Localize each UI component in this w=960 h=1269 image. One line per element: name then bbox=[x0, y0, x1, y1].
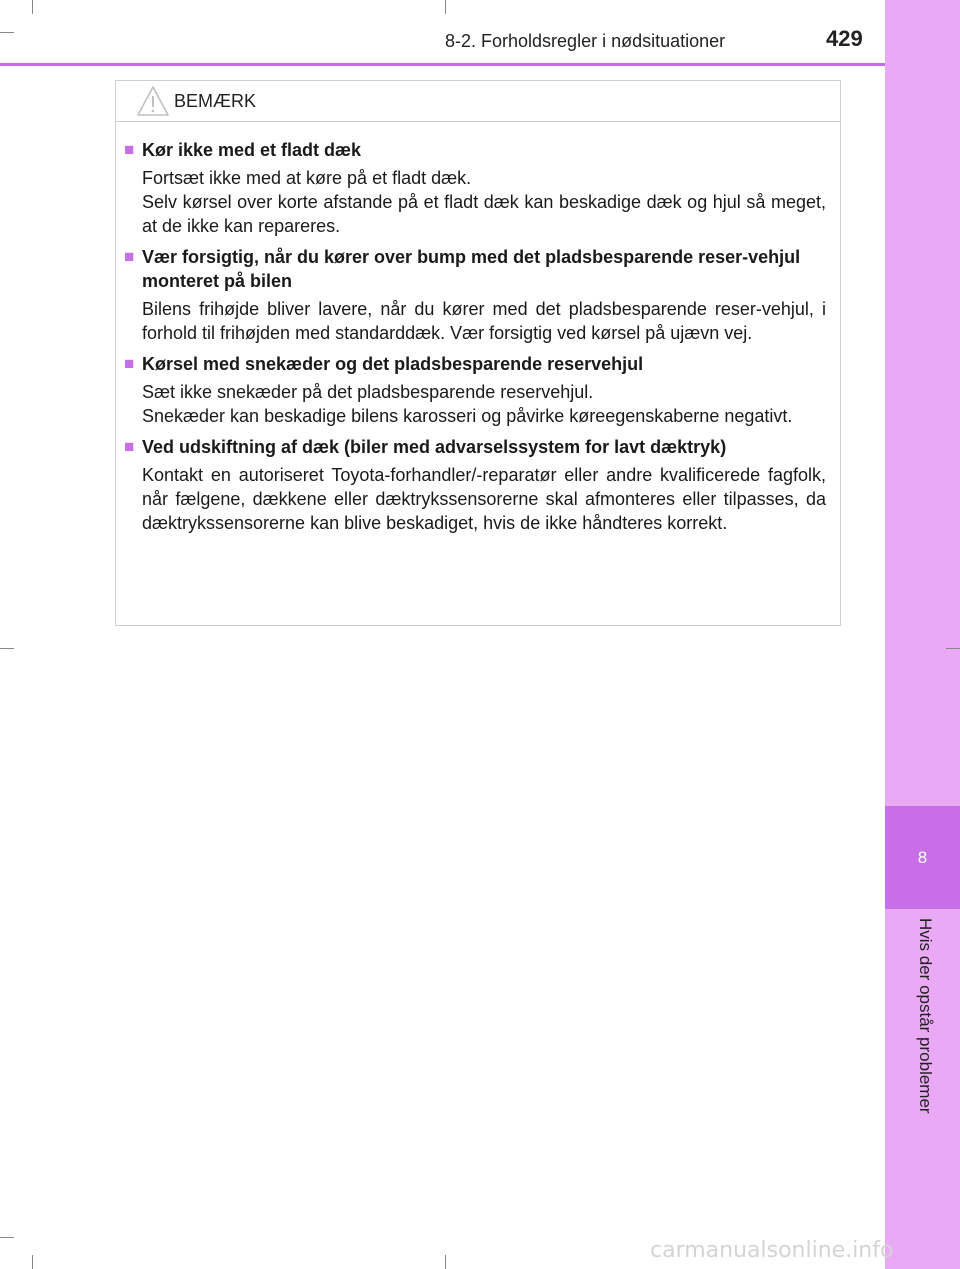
paragraph: Sæt ikke snekæder på det pladsbesparende reservehjul. bbox=[142, 382, 594, 402]
watermark: carmanualsonline.info bbox=[650, 1238, 894, 1263]
chapter-title: Hvis der opstår problemer bbox=[916, 918, 935, 1114]
notice-item-text bbox=[142, 297, 826, 345]
square-bullet-icon: ■ bbox=[124, 247, 135, 266]
notice-item-heading bbox=[124, 245, 826, 293]
crop-mark bbox=[0, 1237, 14, 1238]
chapter-number: 8 bbox=[917, 847, 928, 867]
notice-item-heading-text: Kørsel med snekæder og det pladsbesparende reservehjul bbox=[142, 354, 644, 374]
notice-item bbox=[124, 245, 826, 345]
notice-item bbox=[124, 138, 826, 238]
notice-item bbox=[124, 435, 826, 535]
paragraph: Bilens frihøjde bliver lavere, når du kører med det pladsbesparende reser-vehjul, i forhold til frihøjden med standarddæk. Vær forsigtig ved kørsel på ujævn vej. bbox=[142, 299, 826, 343]
notice-item-text bbox=[142, 166, 826, 238]
notice-item-heading bbox=[124, 352, 826, 376]
notice-item-heading bbox=[124, 138, 826, 162]
square-bullet-icon: ■ bbox=[124, 437, 135, 456]
crop-mark bbox=[32, 1255, 33, 1269]
paragraph: Fortsæt ikke med at køre på et fladt dæk. bbox=[142, 168, 472, 188]
notice-title: BEMÆRK bbox=[174, 91, 257, 111]
warning-triangle-icon bbox=[136, 85, 170, 117]
notice-header bbox=[116, 81, 840, 122]
crop-mark bbox=[0, 648, 14, 649]
section-title: 8-2. Forholdsregler i nødsituationer bbox=[445, 31, 726, 51]
notice-item-text bbox=[142, 463, 826, 535]
chapter-number-tab[interactable] bbox=[885, 806, 960, 909]
crop-mark bbox=[32, 0, 33, 14]
notice-item-heading-text: Kør ikke med et fladt dæk bbox=[142, 140, 362, 160]
crop-mark bbox=[0, 32, 14, 33]
notice-box bbox=[115, 80, 841, 626]
notice-item bbox=[124, 352, 826, 428]
notice-item-heading bbox=[124, 435, 826, 459]
notice-item-heading-text: Vær forsigtig, når du kører over bump med det pladsbesparende reser-vehjul monteret på bilen bbox=[142, 247, 801, 291]
notice-item-text bbox=[142, 380, 826, 428]
page-number: 429 bbox=[826, 26, 863, 51]
notice-body bbox=[116, 122, 840, 535]
paragraph: Selv kørsel over korte afstande på et fladt dæk kan beskadige dæk og hjul så meget, at de ikke kan repareres. bbox=[142, 192, 826, 236]
paragraph: Snekæder kan beskadige bilens karosseri og påvirke køreegenskaberne negativt. bbox=[142, 406, 793, 426]
square-bullet-icon: ■ bbox=[124, 354, 135, 373]
square-bullet-icon: ■ bbox=[124, 140, 135, 159]
paragraph: Kontakt en autoriseret Toyota-forhandler/-reparatør eller andre kvalificerede fagfolk, når fælgene, dækkene eller dæktrykssensorerne skal afmonteres eller tilpasses, da dæktrykssensorerne kan blive beskadiget, hvis de ikke håndteres korrekt. bbox=[142, 465, 826, 533]
crop-mark bbox=[445, 1255, 446, 1269]
header-rule bbox=[0, 63, 885, 66]
crop-mark bbox=[445, 0, 446, 14]
notice-item-heading-text: Ved udskiftning af dæk (biler med advarselssystem for lavt dæktryk) bbox=[142, 437, 727, 457]
crop-mark bbox=[946, 648, 960, 649]
